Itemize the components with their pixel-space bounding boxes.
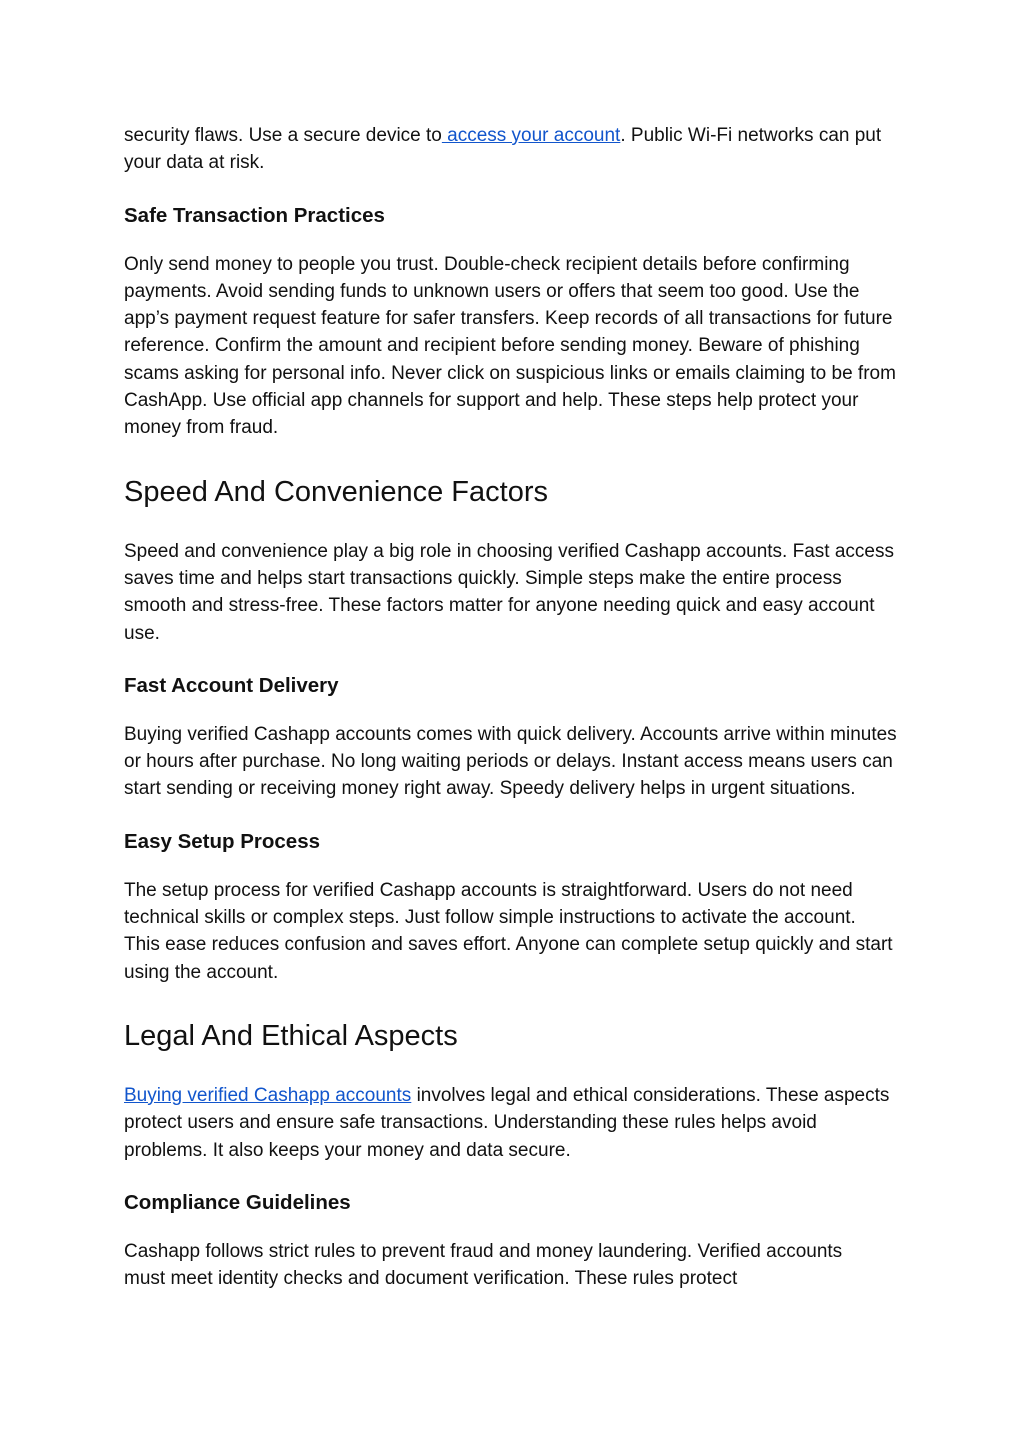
heading-safe-transaction: Safe Transaction Practices [124, 203, 385, 227]
heading-easy-setup: Easy Setup Process [124, 829, 320, 853]
access-account-link[interactable]: access your account [441, 125, 621, 146]
heading-legal-ethical: Legal And Ethical Aspects [124, 1019, 458, 1052]
intro-text-end: . Public Wi-Fi networks can put your data at risk. [124, 125, 882, 174]
paragraph-compliance: Cashapp follows strict rules to prevent fraud and money laundering. Verified accounts must meet identity checks and document verification. These rules protect [124, 1240, 843, 1290]
document-page [124, 122, 900, 1292]
paragraph-easy-setup: The setup process for verified Cashapp accounts is straightforward. Users do not need technical skills or complex steps. Just follow simple instructions to activate the account. This ease reduces confusion and saves effort. Anyone can complete setup quickly and start using the account. [124, 879, 893, 983]
intro-text: security flaws. Use a secure device to [124, 125, 442, 146]
paragraph-safe-transaction: Only send money to people you trust. Double-check recipient details before confirming payments. Avoid sending funds to unknown users or offers that seem too good. Use the app’s payment request feature for safer transfers. Keep records of all transactions for future reference. Confirm the amount and recipient before sending money. Beware of phishing scams asking for personal info. Never click on suspicious links or emails claiming to be from CashApp. Use official app channels for support and help. These steps help protect your money from fraud. [124, 253, 896, 439]
paragraph-fast-delivery: Buying verified Cashapp accounts comes with quick delivery. Accounts arrive within minutes or hours after purchase. No long waiting periods or delays. Instant access means users can start sending or receiving money right away. Speedy delivery helps in urgent situations. [124, 723, 897, 800]
intro-paragraph [124, 122, 900, 177]
legal-text: involves legal and ethical considerations. These aspects protect users and ensure safe transactions. Understanding these rules helps avoid problems. It also keeps your money and data secure. [124, 1084, 890, 1161]
heading-speed-convenience: Speed And Convenience Factors [124, 475, 548, 508]
paragraph-legal-ethical [124, 1082, 902, 1164]
heading-fast-delivery: Fast Account Delivery [124, 673, 339, 697]
buy-verified-accounts-link[interactable]: Buying verified Cashapp accounts [124, 1084, 412, 1106]
heading-compliance: Compliance Guidelines [124, 1190, 351, 1214]
paragraph-speed-convenience: Speed and convenience play a big role in choosing verified Cashapp accounts. Fast access saves time and helps start transactions quickly. Simple steps make the entire process smooth and stress-free. These factors matter for anyone needing quick and easy account use. [124, 540, 894, 644]
